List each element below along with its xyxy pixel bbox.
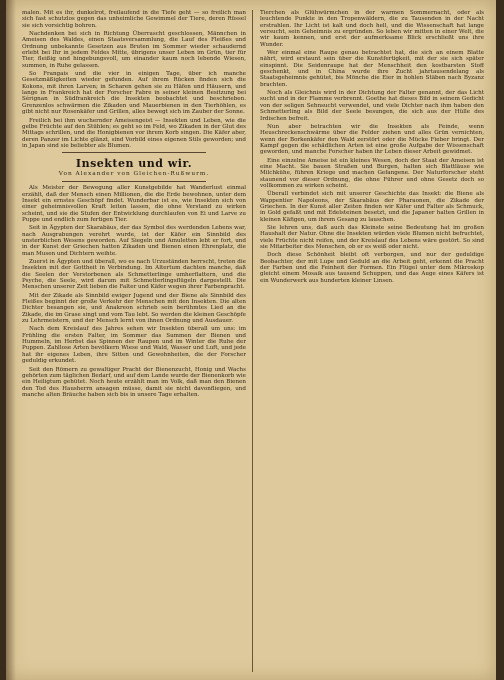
byline-rule (62, 181, 206, 182)
left-body-paragraph: Nach dem Kreislauf des Jahres sehen wir Insekten überall um uns: im Frühling die ersten Falter, im Sommer das Summen der Bienen und Hummeln, im Herbst das Spinnen der Raupen und im Winter die Ruhe der Puppen. Zahllose Arten bevölkern Wiese und Wald, Wasser und Luft, und jede hat ihr eigenes Leben, ihre Sitten und Gewohnheiten, die der Forscher geduldig erkundet. (22, 326, 246, 365)
article-byline: Von Alexander von Gleichen-Rußwurm. (58, 171, 210, 178)
left-body-paragraph: Seit den Römern zu gewaltiger Pracht der Bienenzucht, Honig und Wachs gehörten zum täglichen Bedarf, und auf dem Lande wurde der Bienenkorb wie ein Heiligtum gehütet. Noch heute erzählt man im Volk, daß man den Bienen den Tod des Hausherrn ansagen müsse, damit sie nicht davonfliegen, und manche alten Bräuche haben sich bis in unsere Tage erhalten. (22, 366, 246, 398)
left-column (22, 10, 246, 672)
headline-rule (62, 152, 206, 153)
left-paragraph: Freilich bei ihm wuchernder Ameisengeist — Insekten und Leben, wie die gelbe Früchte auf den Stühlen; es geht so im Feld, wo Zikaden in der Glut des Mittags schrillen, und die Honigbienen vor ihrem Korb singen. Die Käfer aber, deren Panzer im Lichte glänzt, sind Vorbild eines eigenen Stils geworden; und in Japan sind sie beliebter als Blumen. (22, 117, 246, 149)
right-paragraph: Nun aber betrachten wir die Insekten als Feinde, wenn Heuschreckenschwärme über die Felder ziehen und alles Grün vernichten, wenn der Borkenkäfer den Wald zerstört oder die Mücke Fieber bringt. Der Kampf gegen die schädlichen Arten ist eine große Aufgabe der Wissenschaft geworden, und manche Forscher haben ihr Leben dieser Arbeit gewidmet. (260, 123, 484, 156)
right-paragraph: Noch als Gleichnis wird in der Dichtung der Falter genannt, der das Licht sucht und in der Flamme verbrennt. Goethe hat dieses Bild in seinem Gedicht von der seligen Sehnsucht verwendet, und viele Dichter nach ihm haben den Schmetterling als Bild der Seele besungen, die sich aus der Hülle des Irdischen befreit. (260, 90, 484, 122)
page-gutter-shadow (6, 0, 16, 680)
right-paragraph: Doch diese Schönheit bleibt oft verborgen, und nur der geduldige Beobachter, der mit Lupe und Geduld an die Arbeit geht, erkennt die Pracht der Farben und die Feinheit der Formen. Ein Flügel unter dem Mikroskop gleicht einem Mosaik aus tausend Schuppen, und das Auge eines Käfers ist ein Wunderwerk aus hunderten kleiner Linsen. (260, 252, 484, 284)
right-column (260, 10, 484, 672)
left-paragraph: So Frangais und die vier in einigen Tage, über ich manche Gesetzmäßigkeiten wieder gefunden. Auf ihrem Rücken finden sich die Kokons, mit ihren Larven; in Scharen gehen sie zu Häfen und Häusern, und lange in Frankreich hat der Forscher Fabre in seiner kleinen Besitzung bei Sérignan in Südfrankreich die Insekten beobachtet und beschrieben. Grenzenlos schwärmen die Zikaden und Mauerbienen in den Tierhöhlen, es gibt nicht nur Rosenkäfer und Grillen, alles bewegt sich im Zauber der Sonne. (22, 71, 246, 116)
right-paragraph: Tierchen als Glühwürmchen in der warmen Sommernacht, oder als leuchtende Punkte in den Tropenwäldern, die zu Tausenden in der Nacht erstrahlen. Ihr Licht ist kalt und doch hell, und die Wissenschaft hat lange versucht, sein Geheimnis zu ergründen. So leben wir mitten in einer Welt, die wir kaum kennen, und erst der aufmerksame Blick erschließt uns ihre Wunder. (260, 10, 484, 48)
left-body-paragraph: Zuerst in Ägypten und überall, wo es nach Urzuständen herrscht, treten die Insekten mit der Gottheit in Verbindung. Im Altertum dachten manche, daß die Seelen der Verstorbenen als Schmetterlinge umherflattern, und die Psyche, die Seele, wird darum mit Schmetterlingsflügeln dargestellt. Die Menschen unserer Zeit lieben die Falter und Käfer wegen ihrer Farbenpracht. (22, 259, 246, 291)
right-paragraph: Eine einzelne Ameise ist ein kleines Wesen, doch der Staat der Ameisen ist eine Macht. Sie bauen Straßen und Burgen, halten sich Blattläuse wie Milchkühe, führen Kriege und machen Gefangene. Der Naturforscher steht staunend vor dieser Ordnung, die ohne Führer und ohne Gesetz doch so vollkommen zu wirken scheint. (260, 157, 484, 189)
article-headline: Insekten und wir. (75, 157, 193, 171)
right-paragraph: Sie lehren uns, daß auch das Kleinste seine Bedeutung hat im großen Haushalt der Natur. Ohne die Insekten würden viele Blumen nicht befruchtet, viele Früchte nicht reifen, und der Kreislauf des Lebens wäre gestört. So sind sie Mitarbeiter des Menschen, ob er es weiß oder nicht. (260, 225, 484, 251)
left-body-paragraph: Mit der Zikade als Sinnbild ewiger Jugend und der Biene als Sinnbild des Fleißes beginnt der große Verkehr der Menschen mit den Insekten. Die alten Dichter besangen sie, und Anakreon schrieb sein berühmtes Lied an die Zikade, die im Grase singt und vom Tau lebt. So werden die kleinen Geschöpfe zu Lehrmeistern, und der Mensch lernt von ihnen Ordnung und Ausdauer. (22, 292, 246, 325)
left-paragraph: Nachdenken bei sich in Richtung Überrascht geschlossen, Männchen in Ameisen des Waldes, einen Staatsversammlung, die Lauf des Fleißes und Ordnung unbekannte Gesetzen aus Bruten im Sommer wieder schaudernd erlebt bei Ihr in jedem Feldes Mitte, übrigens unser Leben im Grün, tier für Tier, fleißig und hingebungsvoll, um einander kaum noch lebende Wiesen, summen, in Ruhe gelassen. (22, 31, 246, 69)
left-body-paragraph: Als Meister der Bewegung aller Kunstgebilde hat Wanderlust einmal erzählt, daß der Mensch einen Millionen, die die Erde bewohnen, unter dem Insekt ein ernstes Geschöpf findet. Wunderbar ist es, wie Insekten sich von einer geheimnisvollen Kraft leiten lassen, die ohne Verstand zu wirken scheint, und sie die Stufen der Entwicklung durchlaufen von Ei und Larve zu Puppe und endlich zum fertigen Tier. (22, 185, 246, 223)
column-divider (252, 10, 253, 672)
newspaper-page (6, 0, 496, 680)
right-paragraph: Überall verbindet sich mit unserer Geschichte das Insekt: die Biene als Wappentier Napoleons, der Skarabäus der Pharaonen, die Zikade der Griechen. In der Kunst aller Zeiten finden wir Käfer und Falter als Schmuck, in Gold gefaßt und mit Edelsteinen besetzt, und die Japaner halten Grillen in kleinen Käfigen, um ihrem Gesang zu lauschen. (260, 191, 484, 223)
right-paragraph: Wer einmal eine Raupe genau betrachtet hat, die sich an einem Blatte nährt, wird erstaunt sein über die Kunstfertigkeit, mit der sie sich später einspinnt. Die Seidenraupe hat der Menschheit den kostbarsten Stoff geschenkt, und in China wurde ihre Zucht jahrtausendelang als Staatsgeheimnis gehütet, bis Mönche die Eier in hohlen Stäben nach Byzanz brachten. (260, 50, 484, 88)
left-paragraph: malen. Mit es ihr, dunkelrot, freilaufend in die Tiefe geht — so freilich man sich fast schutzlos gegen das unheimliche Gewimmel der Tiere, deren Rüssel sie sich vorsichtig bohren. (22, 10, 246, 29)
left-body-paragraph: Seit in Ägypten der Skarabäus, der das Symbol des werdenden Lebens war, nach Ausgrabungen verehrt wurde, ist der Käfer ein Sinnbild des unsterblichen Wesens geworden. Auf Siegeln und Amuletten lebt er fort, und in der Kunst der Griechen hatten Zikaden und Bienen einen Ehrenplatz, die man Musen und Dichtern weihte. (22, 225, 246, 257)
